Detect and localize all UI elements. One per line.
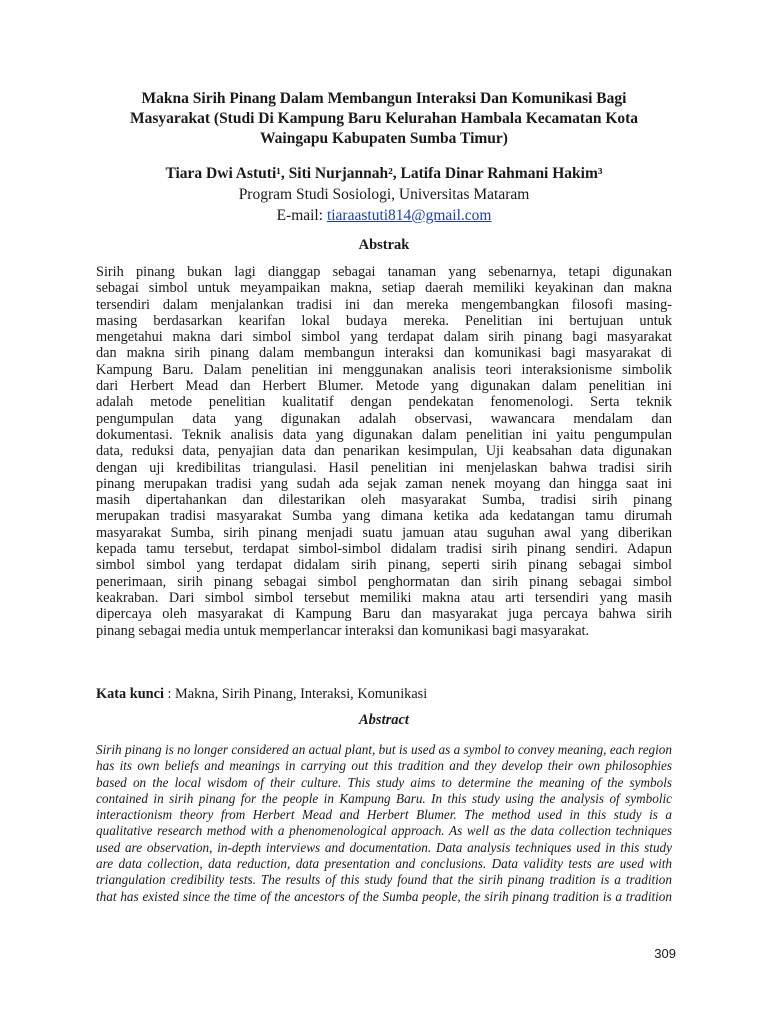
abstrak-line: keakraban. Dari simbol simbol tersebut memiliki makna atau arti tersendiri yang masih bbox=[96, 589, 672, 606]
abstrak-line: pengumpulan data yang digunakan adalah observasi, wawancara mendalam dan bbox=[96, 410, 672, 427]
abstrak-line: pinang merupakan tradisi yang sudah ada sejak zaman nenek moyang dan hingga saat ini bbox=[96, 475, 672, 492]
abstrak-line: masih dipertahankan dan dilestarikan oleh masyarakat Sumba, tradisi sirih pinang bbox=[96, 492, 672, 509]
abstract-line: qualitative research method with a phenomenological approach. As well as the data collection techniques bbox=[96, 823, 672, 839]
abstrak-line: sebagai simbol untuk meyampaikan makna, setiap daerah memiliki keyakinan dan makna bbox=[96, 280, 672, 297]
paper-title bbox=[100, 89, 668, 149]
email-label: E-mail: bbox=[276, 207, 327, 224]
keywords-label: Kata kunci bbox=[96, 686, 164, 702]
abstract-heading: Abstract bbox=[359, 712, 409, 728]
abstrak-line: pinang sebagai media untuk memperlancar interaksi dan komunikasi bagi masyarakat. bbox=[96, 622, 590, 639]
abstrak-line: dari Herbert Mead dan Herbert Blumer. Metode yang digunakan dalam penelitian ini bbox=[96, 378, 672, 395]
title-line: Makna Sirih Pinang Dalam Membangun Interaksi Dan Komunikasi Bagi bbox=[141, 90, 627, 107]
abstrak-line: kepada tamu tersebut, terdapat simbol-simbol didalam tradisi sirih pinang sendiri. Adapun bbox=[96, 541, 672, 558]
keywords-values: : Makna, Sirih Pinang, Interaksi, Komunikasi bbox=[163, 686, 428, 702]
abstract-line: Sirih pinang is no longer considered an actual plant, but is used as a symbol to convey meaning, each region bbox=[96, 742, 672, 757]
abstrak-line: dengan uji kredibilitas triangulasi. Hasil penelitian ini menjelaskan bahwa tradisi sirih bbox=[96, 459, 672, 476]
abstrak-body bbox=[96, 264, 672, 639]
abstrak-line: Sirih pinang bukan lagi dianggap sebagai tanaman yang sebenarnya, tetapi digunakan bbox=[96, 264, 672, 280]
abstrak-line: data, reduksi data, penyajian data dan penarikan kesimpulan, Uji keabsahan data digunakan bbox=[96, 443, 672, 460]
abstrak-line: dipercaya oleh masyarakat di Kampung Baru dan masyarakat juga percaya bahwa sirih bbox=[96, 606, 672, 623]
abstrak-line: dan makna sirih pinang dalam membangun interaksi dan komunikasi bagi masyarakat di bbox=[96, 345, 672, 362]
abstract-line: interactionism theory from Herbert Mead and Herbert Blumer. The method used in this study is a bbox=[96, 807, 672, 823]
abstract-body bbox=[96, 742, 672, 905]
abstrak-line: dokumentasi. Teknik analisis data yang digunakan dalam penelitian ini yaitu pengumpulan bbox=[96, 426, 672, 443]
abstract-line: has its own beliefs and meanings in carrying out this tradition and they develop their own philosophies bbox=[96, 758, 672, 774]
abstract-line: are data collection, data reduction, data presentation and conclusions. Data validity tests are used with bbox=[96, 856, 672, 872]
title-line: Masyarakat (Studi Di Kampung Baru Kelurahan Hambala Kecamatan Kota bbox=[129, 110, 639, 127]
abstract-line: used are observation, in-depth interviews and documentation. Data analysis techniques used in this study bbox=[96, 839, 672, 855]
abstrak-heading: Abstrak bbox=[358, 237, 410, 253]
abstrak-line: merupakan tradisi masyarakat Sumba yang dimana ketika ada kedatangan tamu dirumah bbox=[96, 508, 672, 525]
abstract-line: based on the local wisdom of their culture. This study aims to determine the meaning of the symbols bbox=[96, 774, 672, 790]
title-line: Waingapu Kabupaten Sumba Timur) bbox=[260, 130, 508, 147]
abstrak-line: penerimaan, sirih pinang sebagai simbol penghormatan dan sirih pinang sebagai simbol bbox=[96, 573, 672, 590]
page-number: 309 bbox=[654, 946, 676, 961]
abstrak-line: Kampung Baru. Dalam penelitian ini menggunakan analisis teori interaksionisme simbolik bbox=[96, 361, 672, 378]
affiliation: Program Studi Sosiologi, Universitas Mataram bbox=[238, 186, 530, 203]
abstrak-line: mengetahui makna dari simbol simbol yang terdapat dalam sirih pinang bagi masyarakat bbox=[96, 329, 672, 346]
abstract-line: triangulation credibility tests. The results of this study found that the sirih pinang tradition is a tradition bbox=[96, 872, 672, 888]
abstrak-line: masing berdasarkan kearifan lokal budaya mereka. Penelitian ini bertujuan untuk bbox=[96, 312, 672, 329]
keywords-line bbox=[96, 685, 672, 703]
abstrak-line: simbol simbol yang terdapat didalam sirih pinang, seperti sirih pinang sebagai simbol bbox=[96, 557, 672, 574]
abstrak-line: masyarakat Sumba, sirih pinang menjadi suatu jamuan atau suguhan awal yang diberikan bbox=[96, 524, 672, 541]
email-line bbox=[60, 206, 708, 226]
abstract-line: that has existed since the time of the ancestors of the Sumba people, the sirih pinang tradition is a tradition bbox=[96, 888, 672, 904]
email-link[interactable]: tiaraastuti814@gmail.com bbox=[326, 207, 492, 224]
abstrak-line: adalah metode penelitian kualitatif dengan pendekatan fenomenologi. Serta teknik bbox=[96, 394, 672, 411]
abstrak-line: tersendiri dalam menjalankan tradisi ini dan mereka mengembangkan filosofi masing- bbox=[96, 296, 672, 313]
abstract-line: contained in sirih pinang for the people in Kampung Baru. In this study using the analysis of symbolic bbox=[96, 790, 672, 806]
authors: Tiara Dwi Astuti¹, Siti Nurjannah², Latifa Dinar Rahmani Hakim³ bbox=[165, 165, 603, 182]
